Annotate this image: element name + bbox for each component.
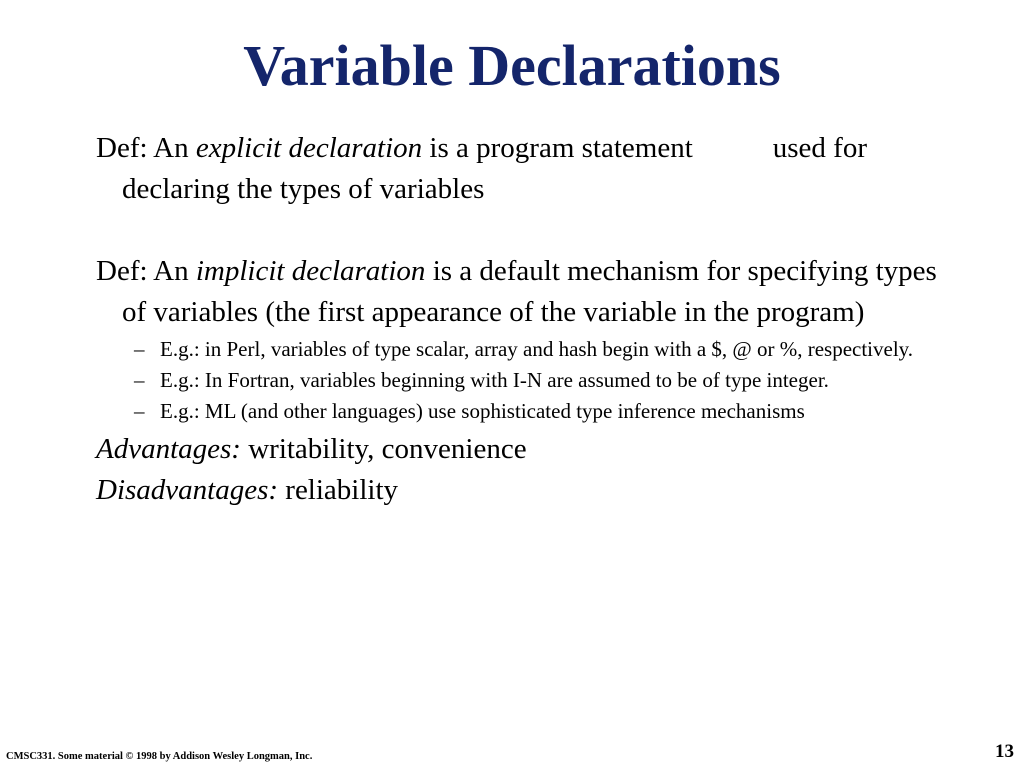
dash-bullet: – — [134, 399, 145, 423]
example-item — [96, 396, 956, 426]
def1-term: explicit declaration — [195, 132, 423, 164]
explicit-declaration-definition — [96, 128, 956, 210]
def1-text-b: used for declaring the types of variables — [122, 132, 867, 205]
example-item — [96, 365, 956, 395]
disadvantages-label: Disadvantages: — [96, 474, 279, 506]
example-item — [96, 334, 956, 364]
def2-prefix: Def: An — [96, 255, 196, 287]
dash-bullet: – — [134, 368, 145, 392]
def2-text: is a default mechanism for specifying types of variables (the first appearance of the variable in the program) — [122, 255, 937, 328]
disadvantages-line — [96, 470, 956, 511]
def1-text-a: is a program statement — [422, 132, 693, 164]
dash-bullet: – — [134, 337, 145, 361]
slide-title: Variable Declarations — [243, 33, 781, 98]
example-text: E.g.: ML (and other languages) use sophisticated type inference mechanisms — [160, 399, 805, 423]
def1-prefix: Def: An — [96, 132, 196, 164]
def2-term: implicit declaration — [195, 255, 426, 287]
advantages-label: Advantages: — [96, 433, 241, 465]
footer-credit: CMSC331. Some material © 1998 by Addison Wesley Longman, Inc. — [6, 751, 313, 762]
advantages-text: writability, convenience — [240, 433, 527, 465]
page-number: 13 — [995, 741, 1014, 762]
slide-body — [96, 128, 956, 511]
example-text: E.g.: in Perl, variables of type scalar, array and hash begin with a $, @ or %, respectively. — [160, 337, 914, 361]
disadvantages-text: reliability — [278, 474, 399, 506]
advantages-line — [96, 429, 956, 470]
example-text: E.g.: In Fortran, variables beginning with I-N are assumed to be of type integer. — [160, 368, 829, 392]
pros-cons — [96, 429, 956, 511]
implicit-declaration-definition — [96, 251, 956, 333]
example-list — [96, 334, 956, 426]
